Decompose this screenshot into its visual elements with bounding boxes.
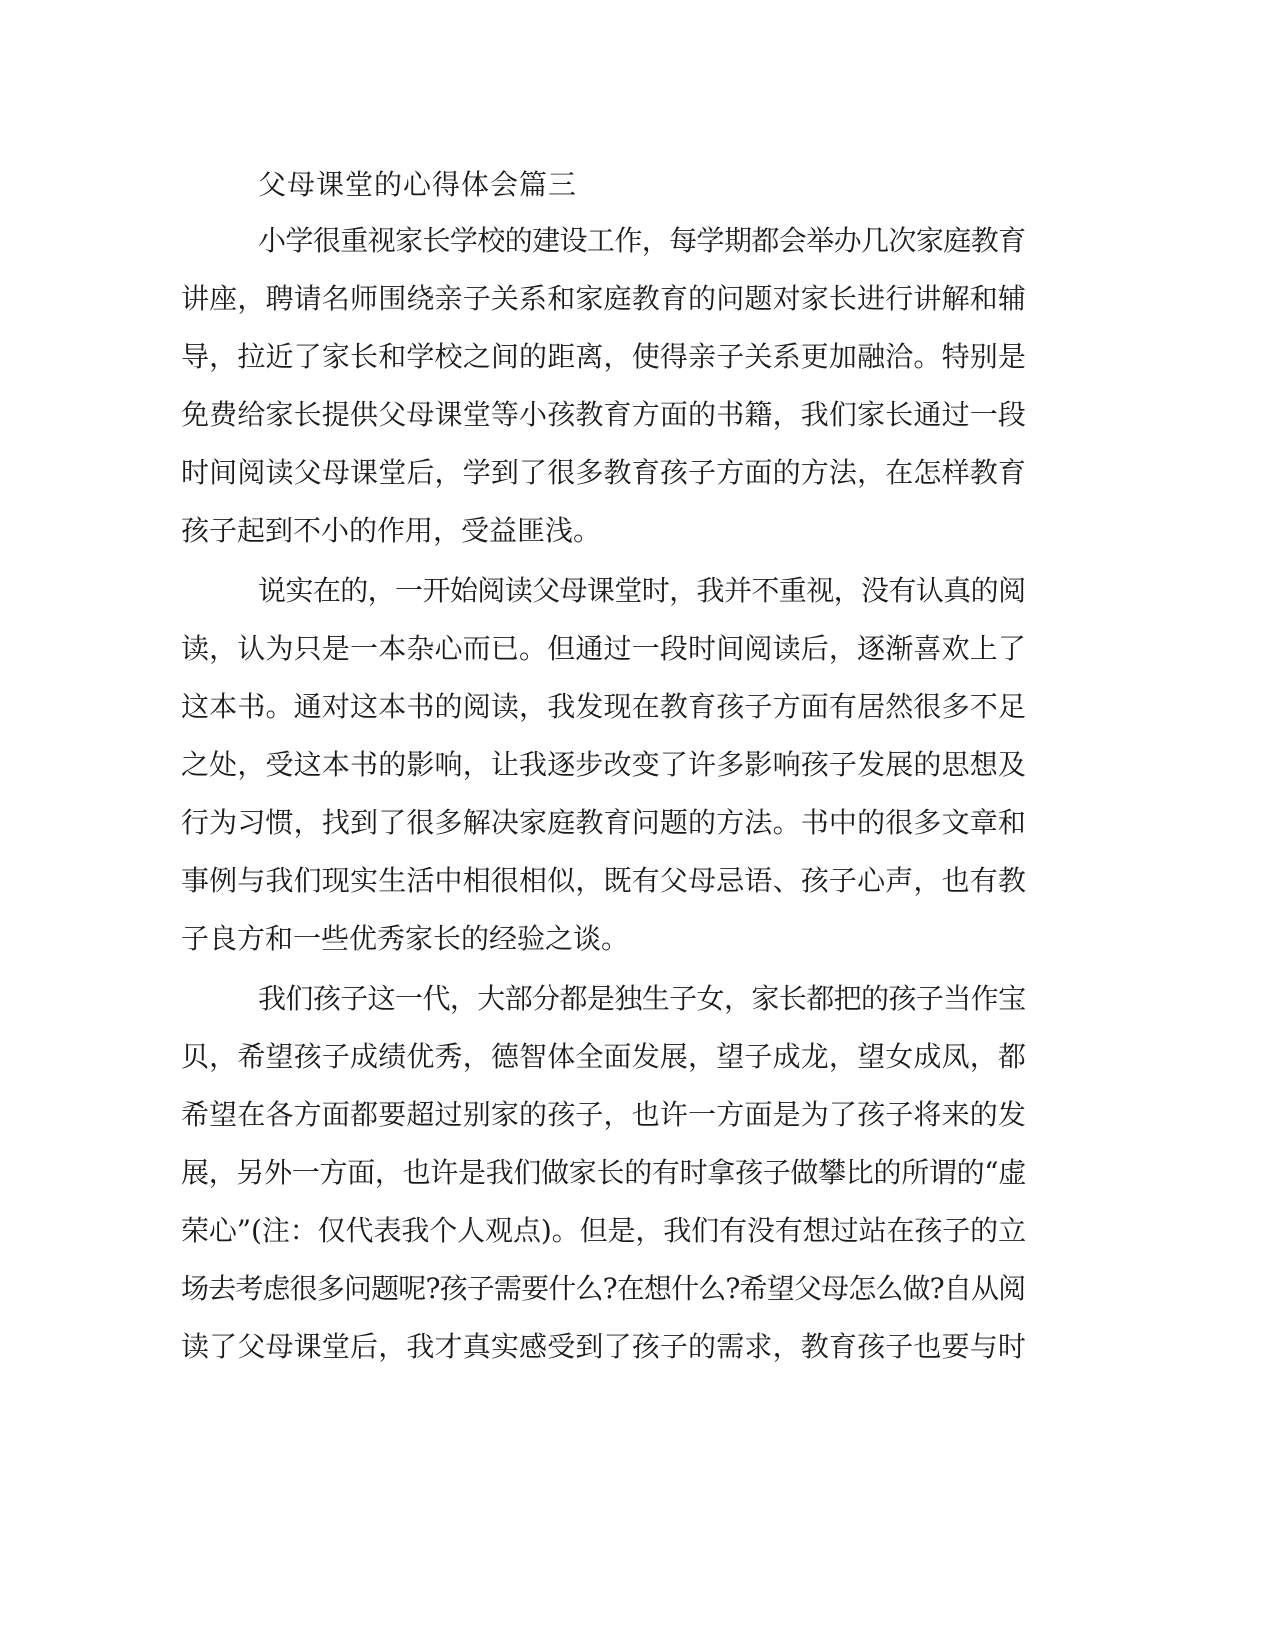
body-line: 时间阅读父母课堂后，学到了很多教育孩子方面的方法，在怎样教育 xyxy=(181,456,1027,489)
body-line: 子良方和一些优秀家长的经验之谈。 xyxy=(181,922,630,955)
body-line: 贝，希望孩子成绩优秀，德智体全面发展，望子成龙，望女成凤，都 xyxy=(181,1040,1027,1073)
body-line: 展，另外一方面，也许是我们做家长的有时拿孩子做攀比的所谓的“虚 xyxy=(181,1156,1027,1189)
body-line: 之处，受这本书的影响，让我逐步改变了许多影响孩子发展的思想及 xyxy=(181,748,1027,781)
body-line: 这本书。通对这本书的阅读，我发现在教育孩子方面有居然很多不足 xyxy=(181,690,1027,723)
body-line: 孩子起到不小的作用，受益匪浅。 xyxy=(181,514,602,547)
body-line: 行为习惯，找到了很多解决家庭教育问题的方法。书中的很多文章和 xyxy=(181,806,1027,839)
body-line: 小学很重视家长学校的建设工作，每学期都会举办几次家庭教育 xyxy=(258,224,1026,257)
body-line: 读，认为只是一本杂心而已。但通过一段时间阅读后，逐渐喜欢上了 xyxy=(181,632,1027,665)
body-line: 荣心”(注：仅代表我个人观点)。但是，我们有没有想过站在孩子的立 xyxy=(181,1214,1026,1247)
body-line: 讲座，聘请名师围绕亲子关系和家庭教育的问题对家长进行讲解和辅 xyxy=(181,282,1027,315)
body-line: 说实在的，一开始阅读父母课堂时，我并不重视，没有认真的阅 xyxy=(258,574,1026,607)
body-line: 我们孩子这一代，大部分都是独生子女，家长都把的孩子当作宝 xyxy=(258,982,1026,1015)
body-line: 事例与我们现实生活中相很相似，既有父母忌语、孩子心声，也有教 xyxy=(181,864,1027,897)
body-line: 导，拉近了家长和学校之间的距离，使得亲子关系更加融洽。特别是 xyxy=(181,340,1027,373)
body-line: 读了父母课堂后，我才真实感受到了孩子的需求，教育孩子也要与时 xyxy=(181,1330,1027,1363)
body-line: 免费给家长提供父母课堂等小孩教育方面的书籍，我们家长通过一段 xyxy=(181,398,1027,431)
body-line: 场去考虑很多问题呢?孩子需要什么?在想什么?希望父母怎么做?自从阅 xyxy=(181,1272,1026,1305)
document-title: 父母课堂的心得体会篇三 xyxy=(258,168,578,201)
body-line: 希望在各方面都要超过别家的孩子，也许一方面是为了孩子将来的发 xyxy=(181,1098,1027,1131)
